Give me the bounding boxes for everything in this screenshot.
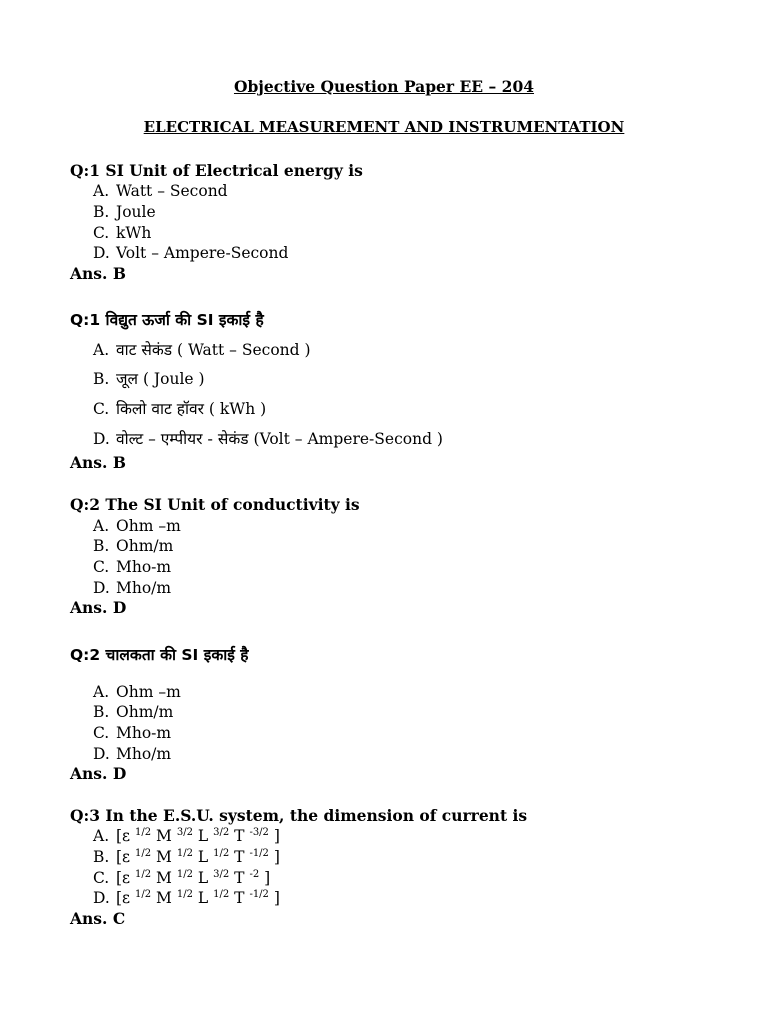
q1-en-option-b: B. Joule <box>93 203 156 221</box>
answer-q3-en: Ans. C <box>70 909 126 928</box>
q1-hi-option-c: C. किलो वाट हॉवर ( kWh ) <box>93 400 267 418</box>
q3-en-option-a: A. [ε $^{1/2}$ M $^{3/2}$ L $^{3/2}$ T $^{-3/2}$ ] <box>93 826 280 845</box>
question-1-hi: Q:1 विद्युत ऊर्जा की SI इकाई है <box>70 311 264 329</box>
q3-en-option-b: B. [ε $^{1/2}$ M $^{1/2}$ L $^{1/2}$ T $^{-1/2}$ ] <box>93 847 280 866</box>
subject-title: ELECTRICAL MEASUREMENT AND INSTRUMENTATION <box>143 118 625 136</box>
q2-hi-option-b: B. Ohm/m <box>93 703 174 721</box>
answer-q2-en: Ans. D <box>70 598 127 617</box>
q1-en-option-c: C. kWh <box>93 224 152 242</box>
q2-hi-option-a: A. Ohm –m <box>93 683 181 701</box>
q2-en-option-b: B. Ohm/m <box>93 537 174 555</box>
question-2-hi: Q:2 चालकता की SI इकाई है <box>70 646 249 664</box>
q1-hi-option-b: B. जूल ( Joule ) <box>93 370 205 388</box>
q2-hi-option-d: D. Mho/m <box>93 745 172 763</box>
q2-en-option-d: D. Mho/m <box>93 579 172 597</box>
question-2-en: Q:2 The SI Unit of conductivity is <box>70 495 360 514</box>
q2-en-option-c: C. Mho-m <box>93 558 172 576</box>
answer-q1-hi: Ans. B <box>70 453 126 472</box>
q1-hi-option-d: D. वोल्ट – एम्पीयर - सेकंड (Volt – Ampere-Second ) <box>93 430 443 448</box>
q2-hi-option-c: C. Mho-m <box>93 724 172 742</box>
q3-en-option-c: C. [ε $^{1/2}$ M $^{1/2}$ L $^{3/2}$ T $^{-2}$ ] <box>93 868 271 887</box>
q3-en-option-d: D. [ε $^{1/2}$ M $^{1/2}$ L $^{1/2}$ T $^{-1/2}$ ] <box>93 888 280 907</box>
paper-title: Objective Question Paper EE – 204 <box>233 77 535 96</box>
question-1-en: Q:1 SI Unit of Electrical energy is <box>70 161 363 180</box>
q2-en-option-a: A. Ohm –m <box>93 517 181 535</box>
question-3-en: Q:3 In the E.S.U. system, the dimension of current is <box>70 806 528 825</box>
q1-en-option-d: D. Volt – Ampere-Second <box>93 244 289 262</box>
q1-hi-option-a: A. वाट सेकंड ( Watt – Second ) <box>93 341 311 359</box>
answer-q2-hi: Ans. D <box>70 764 127 783</box>
q1-en-option-a: A. Watt – Second <box>93 182 228 200</box>
answer-q1-en: Ans. B <box>70 264 126 283</box>
